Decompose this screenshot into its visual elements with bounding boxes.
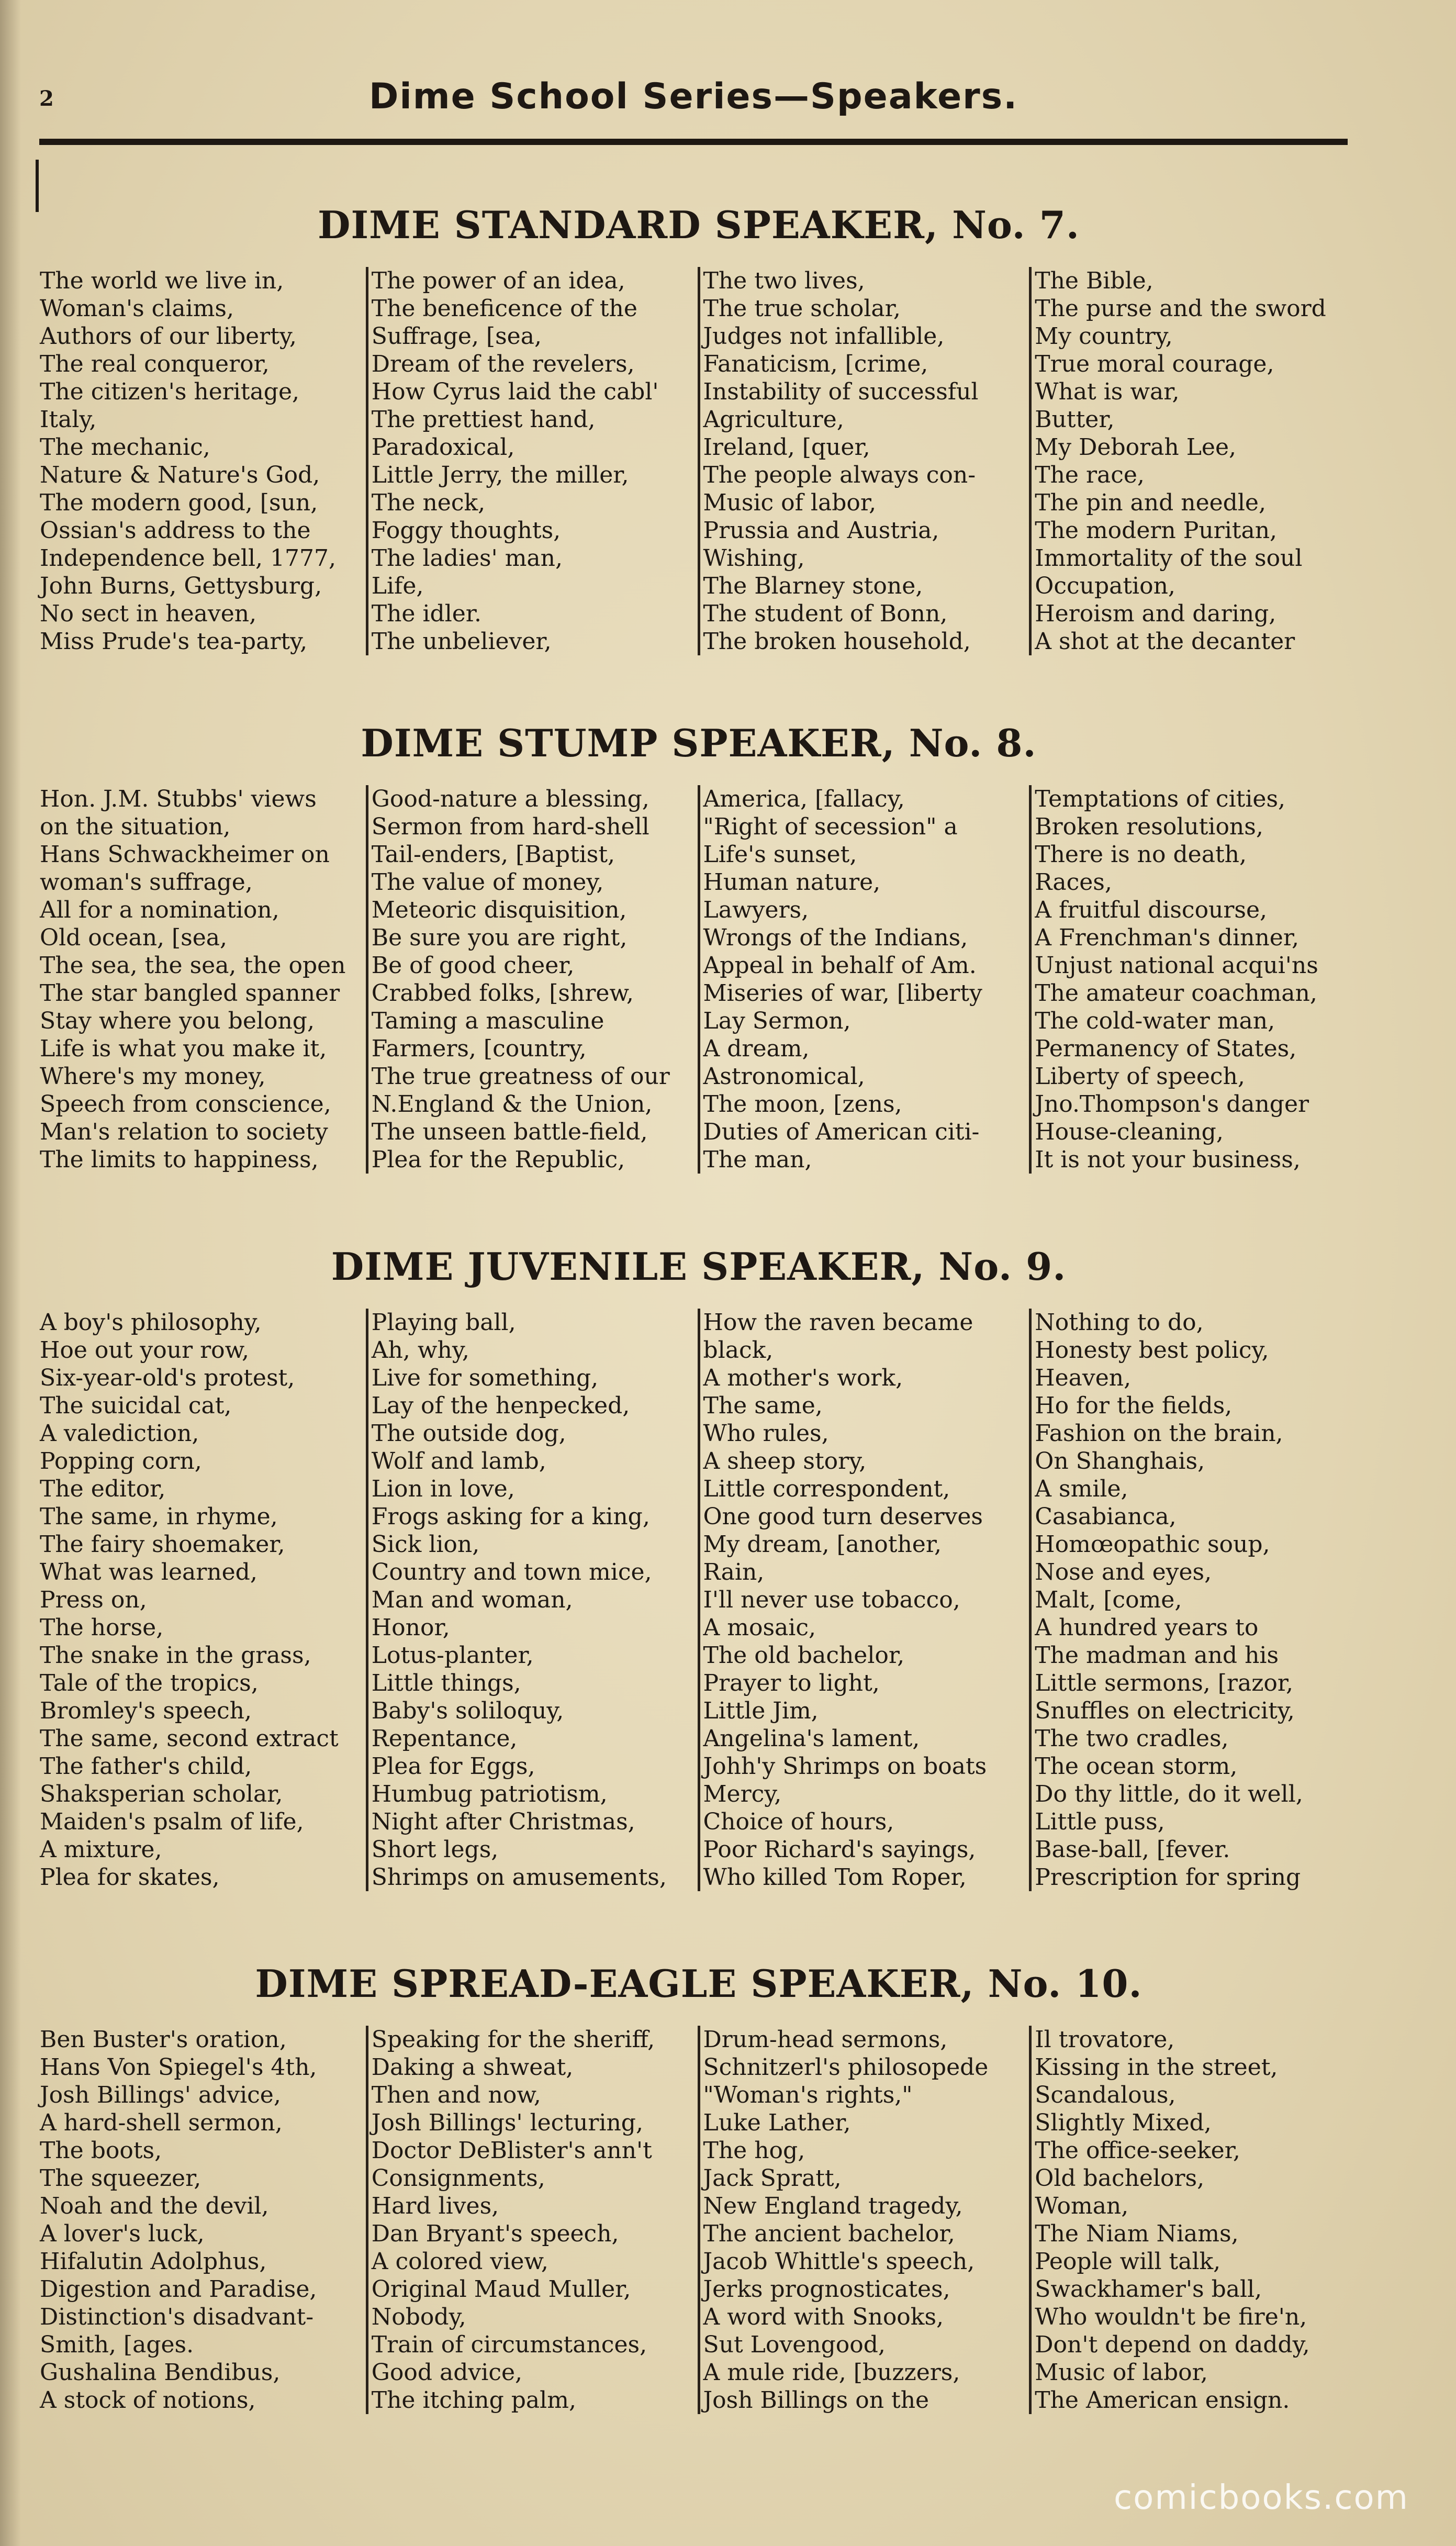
section-title: DIME SPREAD-EAGLE SPEAKER, No. 10.: [255, 1961, 1143, 2006]
speech-title: The mechanic,: [40, 434, 210, 461]
speech-title: Prescription for spring: [1035, 1864, 1301, 1891]
speech-title: Instability of successful: [703, 378, 979, 405]
speech-title: Repentance,: [371, 1725, 518, 1752]
speech-title: Who killed Tom Roper,: [703, 1864, 967, 1891]
speech-title: Do thy little, do it well,: [1035, 1781, 1303, 1807]
speech-title: Drum-head sermons,: [703, 2026, 948, 2053]
speech-title: Judges not infallible,: [703, 323, 945, 350]
speech-title: Plea for skates,: [40, 1864, 220, 1891]
speech-title: Little Jerry, the miller,: [371, 462, 629, 488]
speech-title: Choice of hours,: [703, 1808, 894, 1835]
speech-title: The ladies' man,: [371, 545, 563, 572]
speech-title: Little Jim,: [703, 1698, 819, 1724]
speech-title: The ancient bachelor,: [703, 2220, 955, 2247]
speech-title: Josh Billings' advice,: [40, 2082, 281, 2108]
speech-title: Duties of American citi-: [703, 1119, 980, 1145]
speech-title: A valediction,: [40, 1420, 199, 1447]
speech-title: Il trovatore,: [1035, 2026, 1175, 2053]
speech-title: Scandalous,: [1035, 2082, 1176, 2108]
speech-title: The madman and his: [1035, 1642, 1279, 1669]
speech-title: Homœopathic soup,: [1035, 1531, 1270, 1558]
speech-title: The world we live in,: [40, 267, 284, 294]
speech-title: Train of circumstances,: [371, 2331, 647, 2358]
speech-title: Luke Lather,: [703, 2109, 851, 2136]
section-title: DIME JUVENILE SPEAKER, No. 9.: [331, 1244, 1067, 1289]
speech-title: Popping corn,: [40, 1448, 202, 1475]
speech-title: Noah and the devil,: [40, 2193, 269, 2219]
speech-title: Permanency of States,: [1035, 1035, 1297, 1062]
speech-title: Josh Billings on the: [703, 2387, 929, 2414]
column-4: [1029, 2026, 1361, 2414]
speech-title: Hans Von Spiegel's 4th,: [40, 2054, 317, 2081]
speech-title: Fanaticism, [crime,: [703, 351, 928, 377]
speech-title: Speaking for the sheriff,: [371, 2026, 655, 2053]
speech-title: Swackhamer's ball,: [1035, 2276, 1262, 2303]
speech-title: True moral courage,: [1035, 351, 1274, 377]
speech-title: Unjust national acqui'ns: [1035, 952, 1318, 979]
speech-title: Humbug patriotism,: [371, 1781, 608, 1807]
column-4: [1029, 785, 1361, 1174]
speech-title: Paradoxical,: [371, 434, 515, 461]
speech-title: Heaven,: [1035, 1365, 1132, 1391]
speech-title: Jerks prognosticates,: [703, 2276, 950, 2303]
speech-title: The beneficence of the: [371, 295, 637, 322]
column-1: [37, 2026, 366, 2414]
speech-title: Live for something,: [371, 1365, 599, 1391]
speech-title: A dream,: [703, 1035, 810, 1062]
speech-title: Italy,: [40, 406, 97, 433]
speech-title: Sick lion,: [371, 1531, 480, 1558]
speech-title: Life is what you make it,: [40, 1035, 327, 1062]
speech-title: Sermon from hard-shell: [371, 813, 649, 840]
header-rule: [39, 139, 1348, 145]
speech-title: Wrongs of the Indians,: [703, 924, 968, 951]
speech-title: Shaksperian scholar,: [40, 1781, 283, 1807]
speech-title: The boots,: [40, 2137, 162, 2164]
speech-title: The American ensign.: [1035, 2387, 1290, 2414]
speech-title: Man and woman,: [371, 1587, 573, 1613]
speech-title: Music of labor,: [1035, 2359, 1208, 2386]
speech-title: Suffrage, [sea,: [371, 323, 542, 350]
speech-title: The man,: [703, 1146, 812, 1173]
speech-title: Woman,: [1035, 2193, 1129, 2219]
speech-title: The outside dog,: [371, 1420, 566, 1447]
section-stump-speaker: [37, 717, 1361, 1174]
speech-title: Life,: [371, 573, 424, 599]
speech-title: "Woman's rights,": [703, 2082, 913, 2108]
speech-title: Consignments,: [371, 2165, 545, 2192]
page-number: 2: [39, 86, 54, 111]
speech-title: Independence bell, 1777,: [40, 545, 336, 572]
speech-title: The horse,: [40, 1614, 164, 1641]
speech-title: Butter,: [1035, 406, 1115, 433]
speech-title: Taming a masculine: [371, 1008, 604, 1034]
speech-title: Don't depend on daddy,: [1035, 2331, 1310, 2358]
section-columns: [37, 1309, 1361, 1891]
speech-title: A mother's work,: [703, 1365, 903, 1391]
section-title: DIME STUMP SPEAKER, No. 8.: [361, 721, 1037, 765]
speech-title: A hundred years to: [1035, 1614, 1259, 1641]
speech-title: Smith, [ages.: [40, 2331, 194, 2358]
speech-title: Shrimps on amusements,: [371, 1864, 667, 1891]
speech-title: A mosaic,: [703, 1614, 816, 1641]
speech-title: Little correspondent,: [703, 1476, 950, 1502]
speech-title: Original Maud Muller,: [371, 2276, 631, 2303]
speech-title: The value of money,: [371, 869, 604, 896]
speech-title: On Shanghais,: [1035, 1448, 1205, 1475]
speech-title: Honor,: [371, 1614, 450, 1641]
speech-title: America, [fallacy,: [703, 786, 905, 812]
speech-title: Old bachelors,: [1035, 2165, 1205, 2192]
speech-title: Liberty of speech,: [1035, 1063, 1245, 1090]
speech-title: Snuffles on electricity,: [1035, 1698, 1295, 1724]
speech-title: Baby's soliloquy,: [371, 1698, 564, 1724]
speech-title: The amateur coachman,: [1035, 980, 1317, 1007]
speech-title: Night after Christmas,: [371, 1808, 635, 1835]
speech-title: Meteoric disquisition,: [371, 897, 627, 923]
speech-title: Stay where you belong,: [40, 1008, 315, 1034]
column-2: [366, 267, 698, 655]
speech-title: The cold-water man,: [1035, 1008, 1275, 1034]
speech-title: The neck,: [371, 489, 486, 516]
page-header: [39, 60, 1348, 133]
speech-title: How the raven became: [703, 1309, 973, 1336]
speech-title: The citizen's heritage,: [40, 378, 299, 405]
speech-title: No sect in heaven,: [40, 600, 257, 627]
speech-title: The same,: [703, 1392, 823, 1419]
speech-title: Tale of the tropics,: [40, 1670, 259, 1696]
speech-title: Be sure you are right,: [371, 924, 628, 951]
speech-title: A stock of notions,: [40, 2387, 256, 2414]
speech-title: Angelina's lament,: [703, 1725, 920, 1752]
speech-title: The two lives,: [703, 267, 865, 294]
speech-title: The snake in the grass,: [40, 1642, 311, 1669]
speech-title: Broken resolutions,: [1035, 813, 1263, 840]
speech-title: The Blarney stone,: [703, 573, 923, 599]
speech-title: The same, in rhyme,: [40, 1503, 278, 1530]
speech-title: The Niam Niams,: [1035, 2220, 1239, 2247]
speech-title: Little things,: [371, 1670, 521, 1696]
speech-title: It is not your business,: [1035, 1146, 1301, 1173]
speech-title: Good-nature a blessing,: [371, 786, 649, 812]
speech-title: The purse and the sword: [1035, 295, 1326, 322]
speech-title: Heroism and daring,: [1035, 600, 1276, 627]
speech-title: My Deborah Lee,: [1035, 434, 1236, 461]
speech-title: Miss Prude's tea-party,: [40, 628, 308, 655]
speech-title: Dan Bryant's speech,: [371, 2220, 619, 2247]
speech-title: The people always con-: [703, 462, 976, 488]
speech-title: Hoe out your row,: [40, 1337, 250, 1364]
speech-title: House-cleaning,: [1035, 1119, 1224, 1145]
speech-title: woman's suffrage,: [40, 869, 253, 896]
speech-title: Slightly Mixed,: [1035, 2109, 1212, 2136]
speech-title: Crabbed folks, [shrew,: [371, 980, 634, 1007]
speech-title: The hog,: [703, 2137, 805, 2164]
speech-title: "Right of secession" a: [703, 813, 958, 840]
speech-title: The modern Puritan,: [1035, 517, 1278, 544]
speech-title: Astronomical,: [703, 1063, 865, 1090]
speech-title: Mercy,: [703, 1781, 782, 1807]
section-columns: [37, 2026, 1361, 2414]
speech-title: A smile,: [1035, 1476, 1128, 1502]
speech-title: The broken household,: [703, 628, 971, 655]
speech-title: The Bible,: [1035, 267, 1153, 294]
speech-title: A word with Snooks,: [703, 2304, 944, 2330]
speech-title: My country,: [1035, 323, 1173, 350]
speech-title: The student of Bonn,: [703, 600, 948, 627]
speech-title: A hard-shell sermon,: [40, 2109, 283, 2136]
series-title: Dime School Series—Speakers.: [368, 76, 1018, 117]
speech-title: Bromley's speech,: [40, 1698, 252, 1724]
speech-title: What is war,: [1035, 378, 1180, 405]
speech-title: Nature & Nature's God,: [40, 462, 320, 488]
speech-title: Kissing in the street,: [1035, 2054, 1278, 2081]
speech-title: Human nature,: [703, 869, 881, 896]
speech-title: The father's child,: [40, 1753, 252, 1780]
speech-title: Digestion and Paradise,: [40, 2276, 317, 2303]
speech-title: Maiden's psalm of life,: [40, 1808, 304, 1835]
speech-title: Casabianca,: [1035, 1503, 1177, 1530]
speech-title: The race,: [1035, 462, 1145, 488]
column-1: [37, 1309, 366, 1891]
speech-title: A lover's luck,: [40, 2220, 205, 2247]
speech-title: Johh'y Shrimps on boats: [703, 1753, 987, 1780]
speech-title: Appeal in behalf of Am.: [703, 952, 977, 979]
speech-title: Hard lives,: [371, 2193, 499, 2219]
speech-title: Woman's claims,: [40, 295, 234, 322]
column-3: [698, 267, 1029, 655]
speech-title: Frogs asking for a king,: [371, 1503, 650, 1530]
speech-title: Where's my money,: [40, 1063, 266, 1090]
speech-title: A sheep story,: [703, 1448, 867, 1475]
speech-title: The idler.: [371, 600, 481, 627]
speech-title: Then and now,: [371, 2082, 541, 2108]
speech-title: Ah, why,: [371, 1337, 469, 1364]
speech-title: Jack Spratt,: [703, 2165, 842, 2192]
speech-title: The modern good, [sun,: [40, 489, 318, 516]
speech-title: Press on,: [40, 1587, 147, 1613]
column-3: [698, 785, 1029, 1174]
speech-title: The squeezer,: [40, 2165, 201, 2192]
column-2: [366, 1309, 698, 1891]
column-1: [37, 267, 366, 655]
speech-title: Speech from conscience,: [40, 1091, 331, 1118]
speech-title: All for a nomination,: [40, 897, 279, 923]
speech-title: Nose and eyes,: [1035, 1559, 1212, 1585]
speech-title: Wishing,: [703, 545, 805, 572]
speech-title: Jno.Thompson's danger: [1035, 1091, 1309, 1118]
section-title: DIME STANDARD SPEAKER, No. 7.: [318, 203, 1080, 247]
speech-title: How Cyrus laid the cabl': [371, 378, 659, 405]
speech-title: Man's relation to society: [40, 1119, 328, 1145]
speech-title: Temptations of cities,: [1035, 786, 1286, 812]
speech-title: Playing ball,: [371, 1309, 516, 1336]
speech-title: Foggy thoughts,: [371, 517, 561, 544]
speech-title: Poor Richard's sayings,: [703, 1836, 976, 1863]
speech-title: Lawyers,: [703, 897, 809, 923]
speech-title: The sea, the sea, the open: [40, 952, 346, 979]
speech-title: People will talk,: [1035, 2248, 1221, 2275]
speech-title: I'll never use tobacco,: [703, 1587, 960, 1613]
speech-title: Dream of the revelers,: [371, 351, 635, 377]
speech-title: Authors of our liberty,: [40, 323, 297, 350]
speech-title: The unbeliever,: [371, 628, 552, 655]
section-standard-speaker: [37, 199, 1361, 655]
speech-title: Short legs,: [371, 1836, 499, 1863]
speech-title: Honesty best policy,: [1035, 1337, 1269, 1364]
speech-title: Lay Sermon,: [703, 1008, 851, 1034]
speech-title: The star bangled spanner: [40, 980, 340, 1007]
speech-title: The limits to happiness,: [40, 1146, 319, 1173]
speech-title: Agriculture,: [703, 406, 844, 433]
speech-title: Plea for the Republic,: [371, 1146, 625, 1173]
speech-title: Six-year-old's protest,: [40, 1365, 295, 1391]
speech-title: Prayer to light,: [703, 1670, 880, 1696]
speech-title: The true greatness of our: [371, 1063, 670, 1090]
speech-title: Little puss,: [1035, 1808, 1165, 1835]
speech-title: The pin and needle,: [1035, 489, 1266, 516]
speech-title: Ossian's address to the: [40, 517, 311, 544]
speech-title: The moon, [zens,: [703, 1091, 902, 1118]
speech-title: The suicidal cat,: [40, 1392, 232, 1419]
speech-title: The unseen battle-field,: [371, 1119, 648, 1145]
speech-title: A mule ride, [buzzers,: [703, 2359, 960, 2386]
speech-title: New England tragedy,: [703, 2193, 963, 2219]
speech-title: Prussia and Austria,: [703, 517, 939, 544]
speech-title: The ocean storm,: [1035, 1753, 1238, 1780]
speech-title: Hans Schwackheimer on: [40, 841, 330, 868]
speech-title: There is no death,: [1035, 841, 1247, 868]
speech-title: Hon. J.M. Stubbs' views: [40, 786, 317, 812]
speech-title: Ho for the fields,: [1035, 1392, 1233, 1419]
speech-title: What was learned,: [40, 1559, 257, 1585]
speech-title: Tail-enders, [Baptist,: [371, 841, 615, 868]
column-4: [1029, 1309, 1361, 1891]
speech-title: Little sermons, [razor,: [1035, 1670, 1294, 1696]
speech-title: Ben Buster's oration,: [40, 2026, 287, 2053]
speech-title: Doctor DeBlister's ann't: [371, 2137, 652, 2164]
speech-title: Occupation,: [1035, 573, 1175, 599]
speech-title: The old bachelor,: [703, 1642, 905, 1669]
speech-title: Lay of the henpecked,: [371, 1392, 630, 1419]
speech-title: Schnitzerl's philosopede: [703, 2054, 989, 2081]
speech-title: A fruitful discourse,: [1035, 897, 1268, 923]
speech-title: One good turn deserves: [703, 1503, 983, 1530]
speech-title: Who wouldn't be fire'n,: [1035, 2304, 1307, 2330]
speech-title: My dream, [another,: [703, 1531, 942, 1558]
speech-title: Farmers, [country,: [371, 1035, 587, 1062]
speech-title: black,: [703, 1337, 774, 1364]
speech-title: John Burns, Gettysburg,: [40, 573, 322, 599]
speech-title: Lion in love,: [371, 1476, 515, 1502]
speech-title: The two cradles,: [1035, 1725, 1229, 1752]
speech-title: Base-ball, [fever.: [1035, 1836, 1230, 1863]
speech-title: Daking a shweat,: [371, 2054, 574, 2081]
speech-title: The true scholar,: [703, 295, 901, 322]
speech-title: Plea for Eggs,: [371, 1753, 535, 1780]
speech-title: Country and town mice,: [371, 1559, 652, 1585]
speech-title: The editor,: [40, 1476, 166, 1502]
speech-title: Gushalina Bendibus,: [40, 2359, 281, 2386]
speech-title: The fairy shoemaker,: [40, 1531, 285, 1558]
speech-title: Rain,: [703, 1559, 765, 1585]
section-spread-eagle-speaker: [37, 1958, 1361, 2414]
column-3: [698, 1309, 1029, 1891]
speech-title: on the situation,: [40, 813, 231, 840]
column-4: [1029, 267, 1361, 655]
speech-title: N.England & the Union,: [371, 1091, 653, 1118]
speech-title: Malt, [come,: [1035, 1587, 1182, 1613]
speech-title: Jacob Whittle's speech,: [703, 2248, 975, 2275]
speech-title: Races,: [1035, 869, 1112, 896]
column-1: [37, 785, 366, 1174]
speech-title: Music of labor,: [703, 489, 877, 516]
column-3: [698, 2026, 1029, 2414]
speech-title: Immortality of the soul: [1035, 545, 1303, 572]
speech-title: Hifalutin Adolphus,: [40, 2248, 267, 2275]
speech-title: A boy's philosophy,: [40, 1309, 262, 1336]
section-juvenile-speaker: [37, 1241, 1361, 1891]
speech-title: The real conqueror,: [40, 351, 270, 377]
speech-title: Who rules,: [703, 1420, 829, 1447]
speech-title: Wolf and lamb,: [371, 1448, 546, 1475]
speech-title: The power of an idea,: [371, 267, 625, 294]
section-columns: [37, 785, 1361, 1174]
speech-title: A colored view,: [371, 2248, 548, 2275]
speech-title: Good advice,: [371, 2359, 523, 2386]
column-2: [366, 2026, 698, 2414]
speech-title: Lotus-planter,: [371, 1642, 534, 1669]
speech-title: A Frenchman's dinner,: [1035, 924, 1300, 951]
site-watermark: comicbooks.com: [1113, 2478, 1409, 2517]
speech-title: Miseries of war, [liberty: [703, 980, 982, 1007]
speech-title: Be of good cheer,: [371, 952, 575, 979]
speech-title: The prettiest hand,: [371, 406, 596, 433]
speech-title: A mixture,: [40, 1836, 162, 1863]
speech-title: A shot at the decanter: [1035, 628, 1295, 655]
speech-title: The office-seeker,: [1035, 2137, 1240, 2164]
speech-title: The itching palm,: [371, 2387, 576, 2414]
speech-title: Life's sunset,: [703, 841, 857, 868]
speech-title: Nothing to do,: [1035, 1309, 1204, 1336]
speech-title: Distinction's disadvant-: [40, 2304, 314, 2330]
section-columns: [37, 267, 1361, 655]
binding-edge: [0, 0, 21, 2546]
speech-title: Sut Lovengood,: [703, 2331, 886, 2358]
speech-title: Ireland, [quer,: [703, 434, 870, 461]
speech-title: The same, second extract: [40, 1725, 339, 1752]
speech-title: Josh Billings' lecturing,: [371, 2109, 643, 2136]
column-2: [366, 785, 698, 1174]
speech-title: Old ocean, [sea,: [40, 924, 228, 951]
speech-title: Nobody,: [371, 2304, 466, 2330]
speech-title: Fashion on the brain,: [1035, 1420, 1283, 1447]
